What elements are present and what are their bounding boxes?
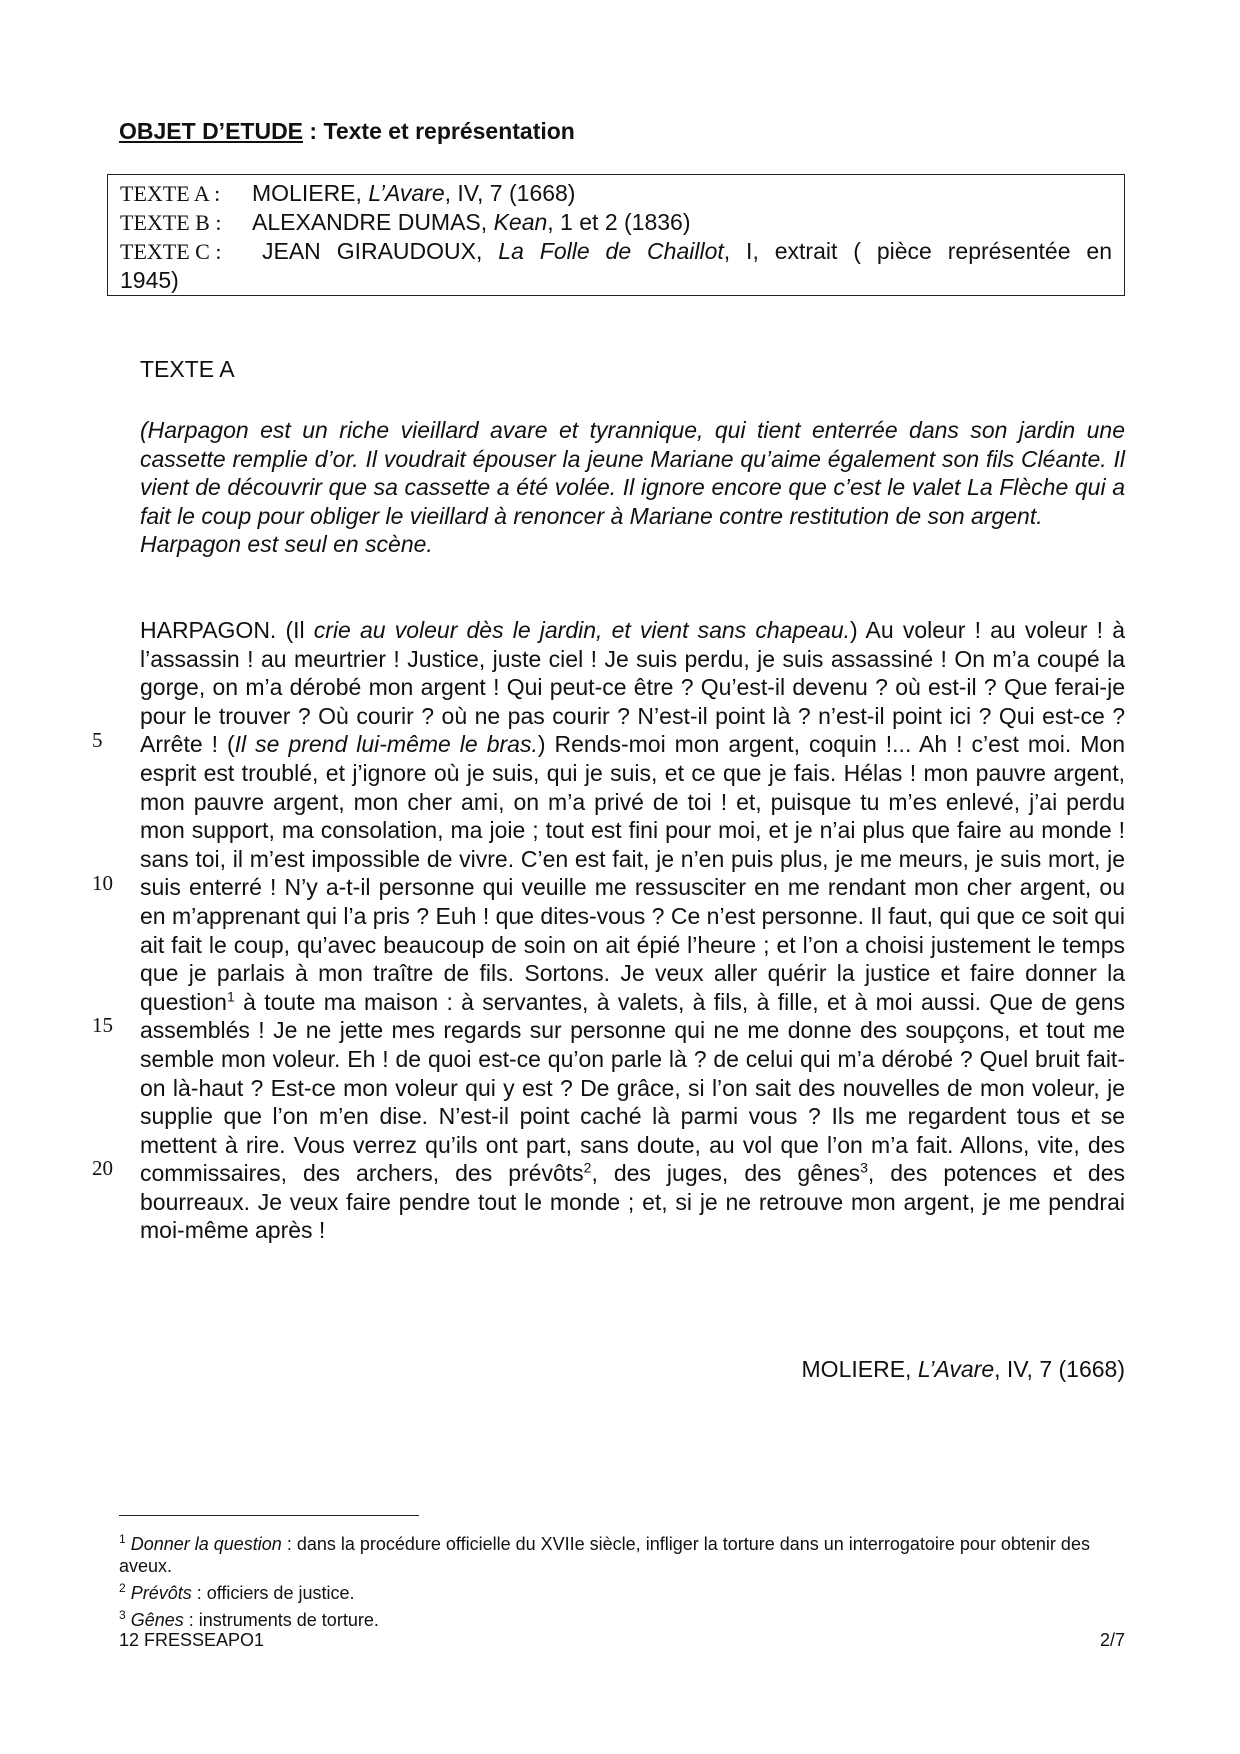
page-heading [119, 118, 575, 145]
footnotes [119, 1528, 1119, 1631]
intro-paragraph: (Harpagon est un riche vieillard avare et tyrannique, qui tient enterrée dans son jardin une cassette remplie d’or. Il voudrait épouser la jeune Mariane qu’aime également son fils Cléante. Il vient de découvrir que sa cassette a été volée. Il ignore encore que c’est le valet La Flèche qui a fait le coup pour obliger le vieillard à renoncer à Mariane contre restitution de son argent. [140, 417, 1125, 529]
line-number: 5 [92, 728, 103, 752]
source-citation: MOLIERE, L’Avare, IV, 7 (1668) [801, 1356, 1125, 1382]
footnote-3: $^3$ Gênes : instruments de torture. [119, 1608, 379, 1630]
document-code: 12 FRESSEAPO1 [119, 1630, 265, 1650]
line-number: 15 [92, 1013, 113, 1037]
intro-stage-direction: Harpagon est seul en scène. [140, 531, 433, 558]
corpus-ref-c-cont: 1945) [120, 267, 179, 293]
footnote-ref-3: 3 [860, 1159, 868, 1176]
section-title: TEXTE A [140, 356, 235, 382]
line-number: 10 [92, 871, 113, 895]
monologue-text: HARPAGON. (Il crie au voleur dès le jardin, et vient sans chapeau.) Au voleur ! au voleur ! à l’assassin ! au meurtrier ! Justice, juste ciel ! Je suis perdu, je suis assassiné ! On m’a coupé la gorge, on m’a dérobé mon argent ! Qui peut-ce être ? Qu’est-il devenu ? où est-il ? Que ferai-je pour le trouver ? Où courir ? où ne pas courir ? N’est-il point là ? n’est-il point ici ? Qui est-ce ? Arrête ! (Il se prend lui-même le bras.) Rends-moi mon argent, coquin !... Ah ! c’est moi. Mon esprit est troublé, et j’ignore où je suis, qui je suis, et ce que je fais. Hélas ! mon pauvre argent, mon pauvre argent, mon cher ami, on m’a privé de toi ! et, puisque tu m’es enlevé, j’ai perdu mon support, ma consolation, ma joie ; tout est fini pour moi, et je n’ai plus que faire au monde ! sans toi, il m’est impossible de vivre. C’en est fait, je n’en puis plus, je me meurs, je suis mort, je suis enterré ! N’y a-t-il personne qui veuille me ressusciter en me rendant mon cher argent, ou en m’apprenant qui l’a pris ? Euh ! que dites-vous ? Ce n’est personne. Il faut, qui que ce soit qui ait fait le coup, qu’avec beaucoup de soin on ait épié l’heure ; et l’on a choisi justement le temps que je parlais à mon traître de fils. Sortons. Je veux aller quérir la justice et faire donner la question$^1$ à toute ma maison : à servantes, à valets, à fils, à fille, et à moi aussi. Que de gens assemblés ! Je ne jette mes regards sur personne qui ne me donne des soupçons, et tout me semble mon voleur. Eh ! de quoi est-ce qu’on parle là ? de celui qui m’a dérobé ? Quel bruit fait-on là-haut ? Est-ce mon voleur qui y est ? De grâce, si l’on sait des nouvelles de mon voleur, je supplie que l’on m’en dise. N’est-il point caché là parmi vous ? Ils me regardent tous et se mettent à rire. Vous verrez qu’ils ont part, sans doute, au vol que l’on m’a fait. Allons, vite, des commissaires, des archers, des prévôts$^2$, des juges, des gênes$^3$, des potences et des bourreaux. Je veux faire pendre tout le monde ; et, si je ne retrouve mon argent, je me pendrai moi-même après ! [140, 617, 1126, 1244]
footnote-2: $^2$ Prévôts : officiers de justice. [119, 1581, 355, 1603]
heading-label: OBJET D’ETUDE [119, 118, 304, 144]
page-number: 2/7 [1099, 1630, 1125, 1650]
footnote-rule [119, 1515, 419, 1516]
footnote-1: $^1$ Donner la question : dans la procédure officielle du XVIIe siècle, infliger la torture dans un interrogatoire pour obtenir des aveux. [119, 1532, 1090, 1576]
heading-title: Texte et représentation [323, 118, 575, 144]
monologue [140, 616, 1125, 1245]
corpus-box [107, 174, 1125, 296]
heading-sep: : [303, 118, 324, 144]
corpus-ref-a: MOLIERE, L’Avare, IV, 7 (1668) [252, 180, 576, 206]
corpus-label-c: TEXTE C : [120, 239, 222, 264]
corpus-ref-b: ALEXANDRE DUMAS, Kean, 1 et 2 (1836) [252, 209, 691, 235]
corpus-ref-c: JEAN GIRAUDOUX, La Folle de Chaillot, I, extrait ( pièce représentée en [262, 238, 1112, 264]
corpus-label-a: TEXTE A : [120, 181, 221, 206]
stage-intro [140, 416, 1125, 559]
corpus-label-b: TEXTE B : [120, 210, 222, 235]
line-number: 20 [92, 1156, 113, 1180]
footnote-ref-1: 1 [226, 988, 235, 1005]
corpus-row-b [120, 208, 1112, 237]
corpus-row-a [120, 179, 1112, 208]
footnote-ref-2: 2 [583, 1159, 592, 1176]
corpus-row-c [120, 237, 1112, 266]
